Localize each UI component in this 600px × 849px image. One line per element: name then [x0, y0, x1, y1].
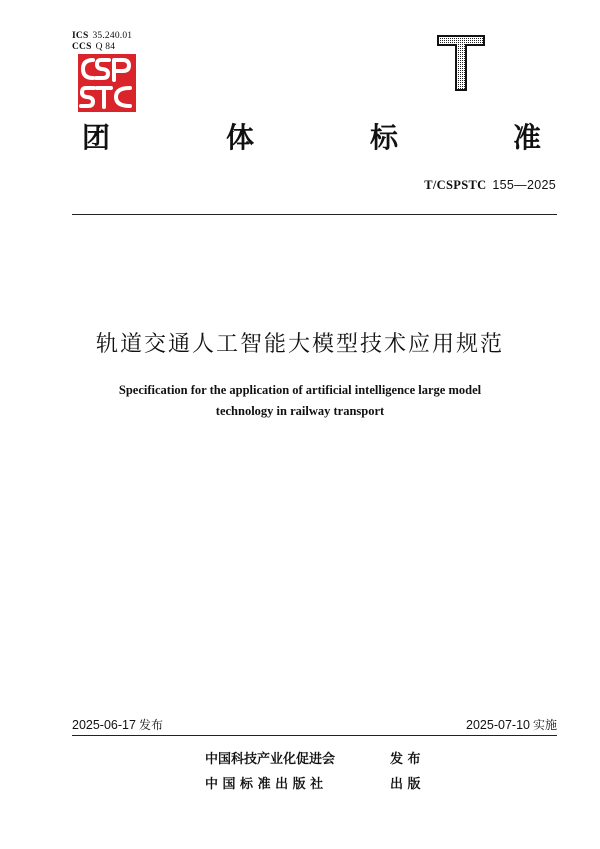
heading-char-4: 准	[513, 121, 542, 154]
title-english-line-2: technology in railway transport	[215, 404, 385, 418]
heading-char-3: 标	[370, 121, 399, 154]
publisher-name: 中国科技产业化促进会	[205, 752, 336, 767]
title-english-line-1: Specification for the application of artificial intelligence large model	[118, 383, 482, 397]
press-name: 中 国 标 准 出 版 社	[205, 777, 324, 792]
top-divider	[72, 214, 557, 215]
standard-number-value: 155—2025	[492, 178, 556, 192]
implement-date	[466, 716, 557, 733]
standard-number-prefix: T/CSPSTC	[424, 178, 487, 192]
implement-date-label: 实施	[532, 718, 557, 732]
publish-date	[72, 716, 163, 733]
standard-number	[424, 178, 556, 193]
publisher-action: 发 布	[390, 752, 421, 767]
press-action: 出 版	[390, 777, 421, 792]
ics-value: 35.240.01	[92, 31, 133, 41]
ccs-value: Q 84	[95, 42, 116, 52]
ics-label: ICS	[72, 31, 89, 41]
heading-char-2: 体	[226, 121, 255, 154]
bottom-divider	[72, 735, 557, 736]
publish-date-value: 2025-06-17	[72, 718, 136, 732]
standard-letter-t	[436, 34, 486, 92]
heading-char-1: 团	[82, 121, 111, 154]
standard-type-heading	[0, 120, 600, 160]
cspstc-logo-graphic	[78, 54, 136, 112]
title-chinese: 轨道交通人工智能大模型技术应用规范	[95, 332, 504, 357]
publish-date-label: 发布	[138, 718, 163, 732]
ccs-code	[72, 42, 115, 53]
implement-date-value: 2025-07-10	[466, 718, 530, 732]
cspstc-logo	[78, 54, 136, 112]
ccs-label: CCS	[72, 42, 92, 52]
title-english	[0, 380, 600, 422]
ics-code	[72, 31, 132, 42]
t-letter-graphic	[436, 34, 486, 92]
